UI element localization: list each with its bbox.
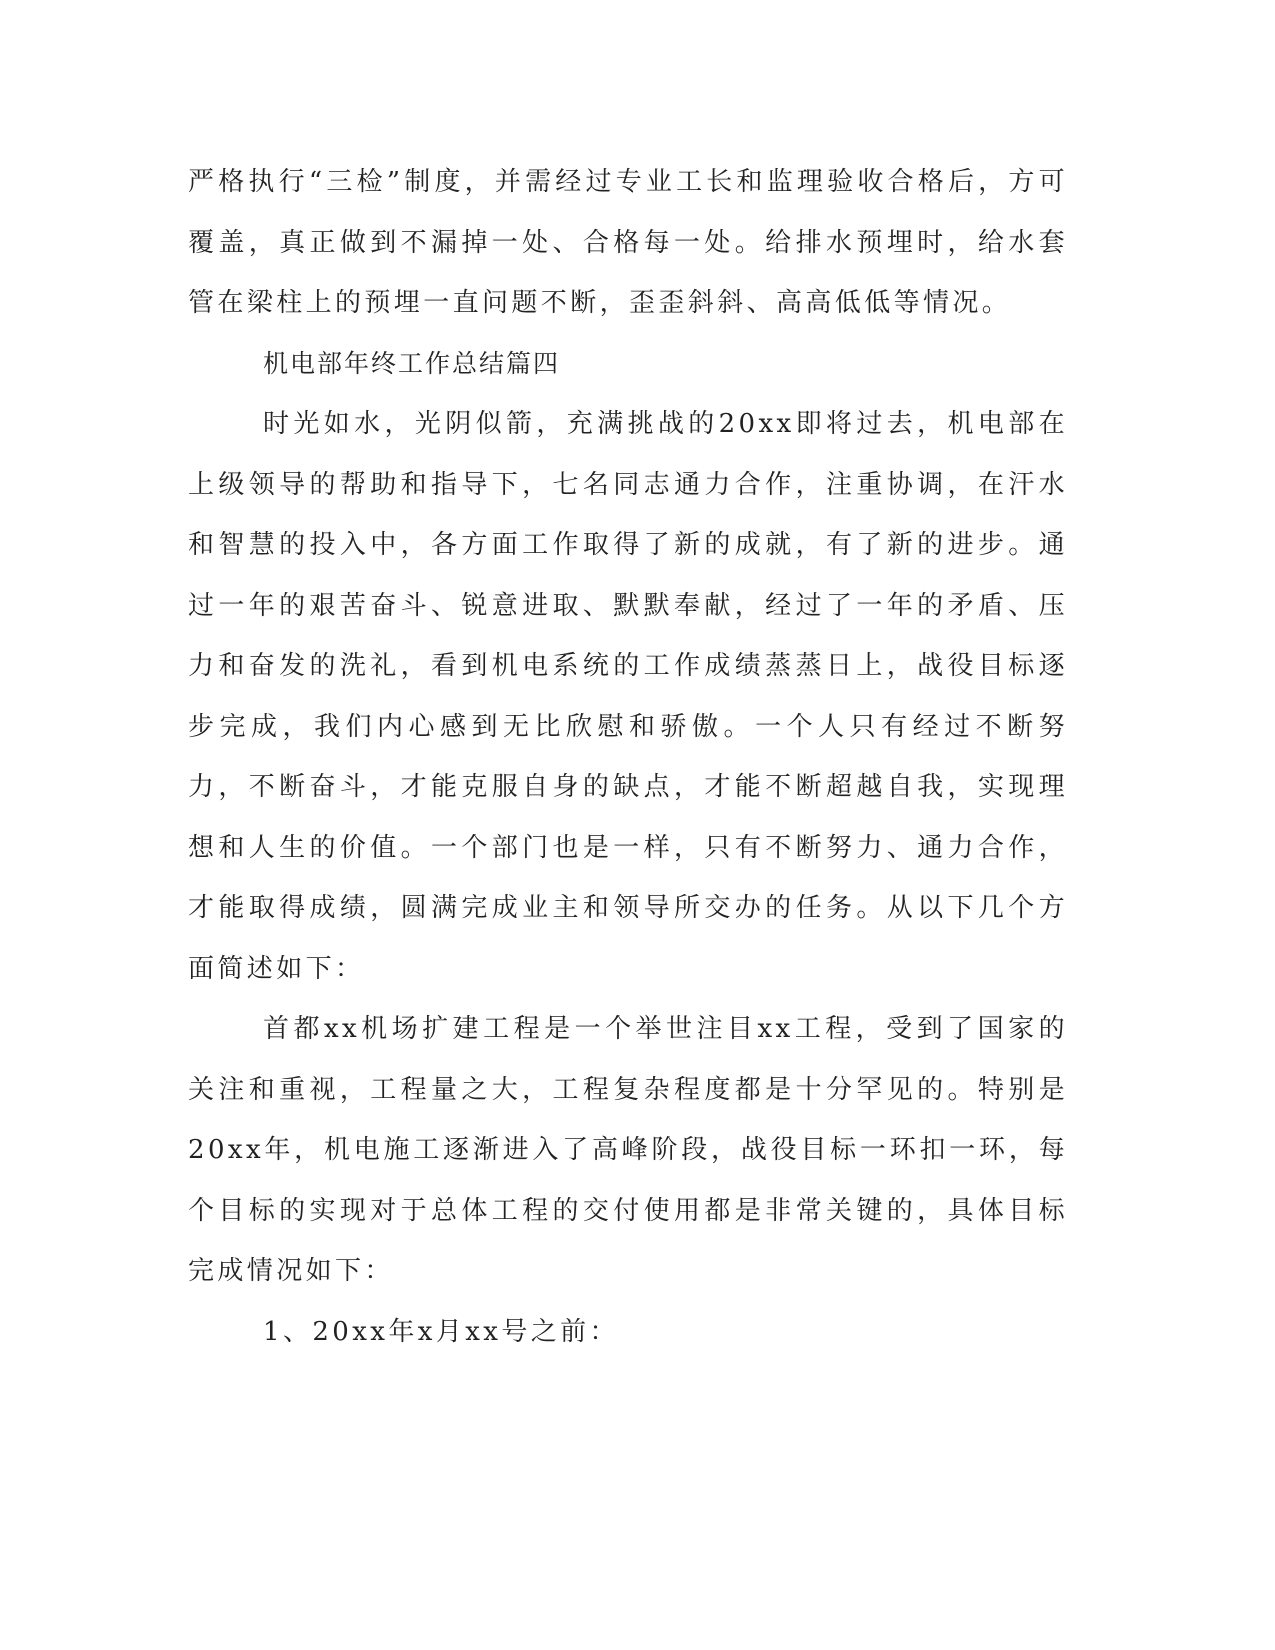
paragraph-continued: 严格执行“三检”制度，并需经过专业工长和监理验收合格后，方可覆盖，真正做到不漏掉一处、合格每一处。给排水预埋时，给水套管在梁柱上的预埋一直问题不断，歪歪斜斜、高高低低等情况。 — [188, 167, 1068, 318]
list-item-1: 1、20xx年x月xx号之前： — [263, 1316, 619, 1347]
section-heading: 机电部年终工作总结篇四 — [263, 348, 561, 378]
paragraph-project: 首都xx机场扩建工程是一个举世注目xx工程，受到了国家的关注和重视，工程量之大，工程复杂程度都是十分罕见的。特别是20xx年，机电施工逐渐进入了高峰阶段，战役目标一环扣一环，每个目标的实现对于总体工程的交付使用都是非常关键的，具体目标完成情况如下： — [188, 1014, 1068, 1286]
paragraph-intro: 时光如水，光阴似箭，充满挑战的20xx即将过去，机电部在上级领导的帮助和指导下，七名同志通力合作，注重协调，在汗水和智慧的投入中，各方面工作取得了新的成就，有了新的进步。通过一年的艰苦奋斗、锐意进取、默默奉献，经过了一年的矛盾、压力和奋发的洗礼，看到机电系统的工作成绩蒸蒸日上，战役目标逐步完成，我们内心感到无比欣慰和骄傲。一个人只有经过不断努力，不断奋斗，才能克服自身的缺点，才能不断超越自我，实现理想和人生的价值。一个部门也是一样，只有不断努力、通力合作，才能取得成绩，圆满完成业主和领导所交办的任务。从以下几个方面简述如下： — [188, 409, 1068, 984]
document-body — [188, 152, 1068, 1362]
